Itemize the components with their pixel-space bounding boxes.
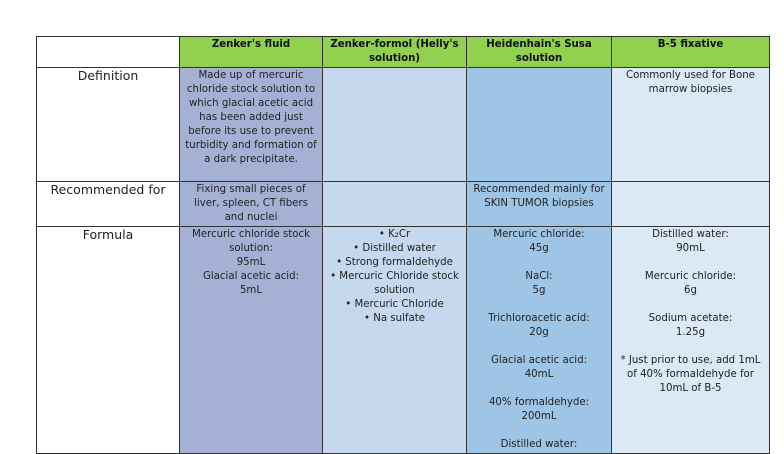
formula-spacer: [470, 424, 608, 438]
formula-spacer: [615, 340, 766, 354]
header-b5-fixative: B-5 fixative: [612, 37, 770, 68]
row-recommended: [37, 182, 770, 227]
cell-recommended-susa: Recommended mainly for SKIN TUMOR biopsies: [467, 182, 612, 227]
header-heidenhain-susa: Heidenhain's Susa solution: [467, 37, 612, 68]
formula-line: 1.25g: [675, 327, 706, 338]
cell-definition-b5: Commonly used for Bone marrow biopsies: [612, 68, 770, 182]
formula-spacer: [470, 298, 608, 312]
formula-line: 6g: [684, 285, 697, 296]
row-label-recommended: Recommended for: [37, 182, 180, 227]
formula-line: 95mL: [236, 257, 266, 268]
formula-line: 45g: [529, 243, 549, 254]
cell-definition-helly: [323, 68, 467, 182]
formula-line: • Strong formaldehyde: [336, 257, 453, 268]
formula-line: • K₂Cr: [378, 229, 411, 240]
formula-line: Glacial acetic acid:: [490, 355, 588, 366]
cell-recommended-zenker: Fixing small pieces of liver, spleen, CT fibers and nuclei: [180, 182, 323, 227]
header-zenker-formol: Zenker-formol (Helly's solution): [323, 37, 467, 68]
cell-formula-susa: [467, 227, 612, 454]
row-formula: [37, 227, 770, 454]
cell-recommended-b5: [612, 182, 770, 227]
cell-recommended-helly: [323, 182, 467, 227]
formula-line: Mercuric chloride:: [493, 229, 585, 240]
header-row: [37, 37, 770, 68]
formula-line: Mercuric chloride:: [644, 271, 737, 282]
formula-spacer: [470, 340, 608, 354]
formula-line: • Mercuric Chloride: [345, 299, 444, 310]
formula-line: Distilled water:: [652, 229, 729, 240]
cell-formula-helly: [323, 227, 467, 454]
formula-line: 5g: [532, 285, 546, 296]
cell-definition-zenker: Made up of mercuric chloride stock solution to which glacial acetic acid has been added just before its use to prevent turbidity and formation of a dark precipitate.: [180, 68, 323, 182]
formula-line: Mercuric chloride stock solution:: [191, 229, 311, 254]
row-label-formula: Formula: [37, 227, 180, 454]
formula-spacer: [615, 298, 766, 312]
formula-line: 20g: [529, 327, 549, 338]
formula-line: 5mL: [239, 285, 263, 296]
cell-definition-susa: [467, 68, 612, 182]
row-label-definition: Definition: [37, 68, 180, 182]
formula-line: Sodium acetate:: [648, 313, 733, 324]
formula-line: 200mL: [521, 411, 557, 422]
corner-cell: [37, 37, 180, 68]
formula-spacer: [470, 382, 608, 396]
formula-line: • Mercuric Chloride stock solution: [330, 271, 459, 296]
cell-formula-b5: [612, 227, 770, 454]
cell-formula-zenker: [180, 227, 323, 454]
formula-spacer: [470, 256, 608, 270]
formula-line: Trichloroacetic acid:: [488, 313, 590, 324]
formula-line: NaCl:: [525, 271, 553, 282]
formula-line: • Na sulfate: [363, 313, 426, 324]
formula-spacer: [615, 256, 766, 270]
formula-line: Distilled water:: [500, 439, 578, 450]
formula-line: 90mL: [676, 243, 705, 254]
formula-line: • Distilled water: [353, 243, 436, 254]
formula-line: 40mL: [524, 369, 554, 380]
formula-line: * Just prior to use, add 1mL of 40% formaldehyde for 10mL of B-5: [620, 355, 761, 394]
formula-line: Glacial acetic acid:: [202, 271, 300, 282]
fixatives-table: [36, 36, 770, 454]
row-definition: [37, 68, 770, 182]
header-zenkers-fluid: Zenker's fluid: [180, 37, 323, 68]
formula-line: 40% formaldehyde:: [488, 397, 590, 408]
